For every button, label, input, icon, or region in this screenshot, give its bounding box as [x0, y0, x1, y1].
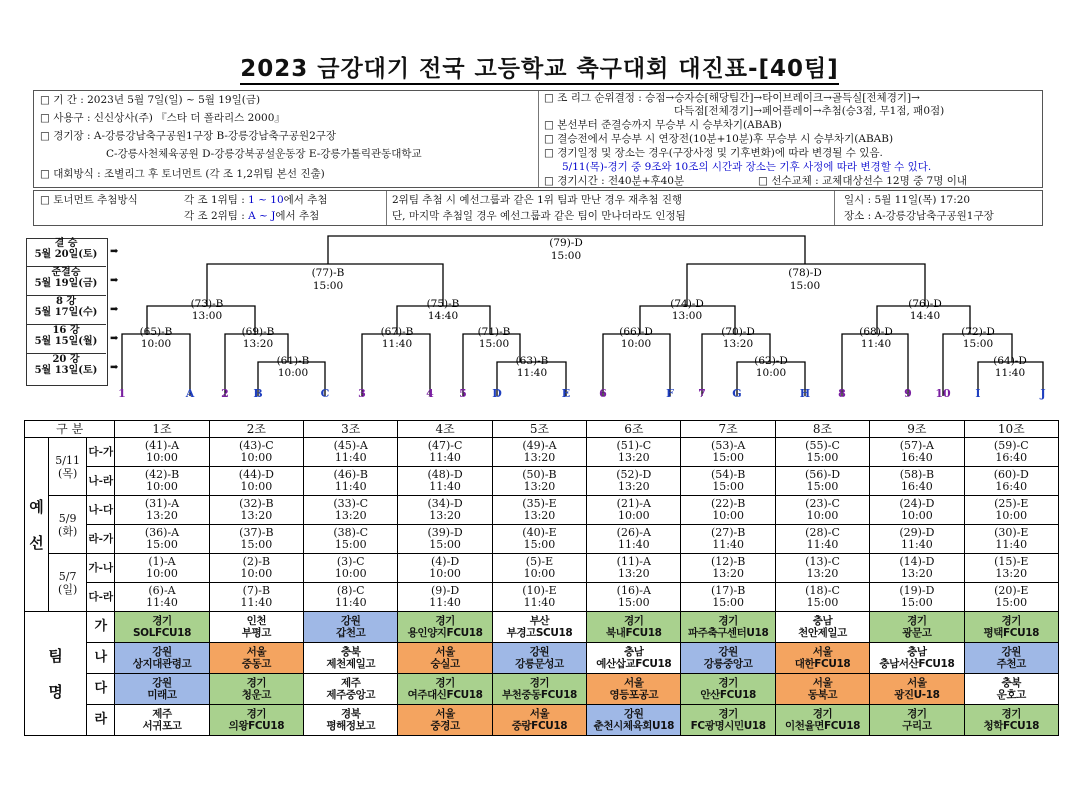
- seed-slot: 10: [935, 387, 951, 400]
- match-65-label: (65)-B: [139, 326, 173, 338]
- info-final-rule: □ 결승전에서 무승부 시 연장전(10분+10분)후 무승부 시 승부차기(ABAB): [544, 133, 894, 145]
- match-cell: (29)-D 11:40: [870, 525, 964, 554]
- match-cell: (40)-E 15:00: [492, 525, 586, 554]
- team-cell: 강원 주천고: [964, 643, 1058, 674]
- page-title: 2023 금강대기 전국 고등학교 축구대회 대진표-[40팀]: [0, 50, 1079, 83]
- table-row: [25, 525, 1059, 554]
- match-cell: (51)-C 13:20: [587, 438, 681, 467]
- match-73-label: (73)-B: [190, 298, 224, 310]
- stage-final: 결 승 5월 20일(토): [26, 238, 106, 267]
- table-row: [25, 554, 1059, 583]
- match-64-time: 11:40: [994, 367, 1026, 379]
- match-65-time: 10:00: [140, 338, 172, 350]
- match-cell: (16)-A 15:00: [587, 583, 681, 612]
- match-62-time: 10:00: [755, 367, 787, 379]
- match-cell: (21)-A 10:00: [587, 496, 681, 525]
- info-venue: □ 경기장 : A-강릉강남축구공원1구장 B-강릉강남축구공원2구장: [40, 130, 337, 142]
- match-date: 5/11 (목): [49, 438, 87, 496]
- match-cell: (1)-A 10:00: [115, 554, 209, 583]
- match-cell: (12)-B 13:20: [681, 554, 775, 583]
- match-cell: (13)-C 13:20: [775, 554, 869, 583]
- final-date: 일시 : 5월 11일(목) 17:20: [844, 194, 971, 206]
- match-74-label: (74)-D: [670, 298, 704, 310]
- group-header: 10조: [964, 421, 1058, 438]
- match-cell: (23)-C 10:00: [775, 496, 869, 525]
- pairing-label: 가-나: [87, 554, 115, 583]
- stage-quarterfinal: 8 강 5월 17일(수): [26, 296, 106, 325]
- seed-slot: 7: [698, 387, 706, 400]
- match-67-time: 11:40: [381, 338, 413, 350]
- team-cell: 서울 중동고: [209, 643, 303, 674]
- match-66-time: 10:00: [620, 338, 652, 350]
- match-cell: (30)-E 11:40: [964, 525, 1058, 554]
- match-cell: (14)-D 13:20: [870, 554, 964, 583]
- seed-slot: 8: [838, 387, 846, 400]
- team-slot: 나: [87, 643, 115, 674]
- group-header: 6조: [587, 421, 681, 438]
- team-cell: 경기 여주대신FCU18: [398, 674, 492, 705]
- match-76-time: 14:40: [909, 310, 941, 322]
- section-prelim: 예 선: [25, 438, 49, 612]
- match-67-label: (67)-B: [380, 326, 414, 338]
- seed-slot: E: [561, 387, 571, 400]
- match-cell: (49)-A 13:20: [492, 438, 586, 467]
- pairing-label: 나-다: [87, 496, 115, 525]
- draw-second-place: 각 조 2위팀 : A ~ J에서 추첨: [184, 210, 320, 222]
- match-69-label: (69)-B: [241, 326, 275, 338]
- match-cell: (43)-C 10:00: [209, 438, 303, 467]
- arrow-icon: ➡: [110, 246, 119, 257]
- bracket-seeds: [118, 387, 1045, 400]
- table-header-row: [25, 421, 1059, 438]
- team-cell: 경기 FC광명시민U18: [681, 705, 775, 736]
- match-cell: (4)-D 10:00: [398, 554, 492, 583]
- seed-slot: I: [975, 387, 981, 400]
- match-date: 5/7 (일): [49, 554, 87, 612]
- match-cell: (5)-E 10:00: [492, 554, 586, 583]
- team-cell: 서울 광진U-18: [870, 674, 964, 705]
- pairing-label: 다-라: [87, 583, 115, 612]
- info-schedule-note: □ 경기일정 및 장소는 경우(구장사정 및 기후변화)에 따라 변경될 수 있음.: [544, 147, 883, 159]
- bracket-match-labels: [140, 237, 1027, 379]
- match-72-time: 15:00: [962, 338, 994, 350]
- draw-method-panel: [33, 190, 1043, 226]
- team-cell: 경기 파주축구센터U18: [681, 612, 775, 643]
- match-68-label: (68)-D: [859, 326, 893, 338]
- stage-round20: 20 강 5월 13일(토): [34, 354, 98, 376]
- match-cell: (56)-D 15:00: [775, 467, 869, 496]
- match-cell: (3)-C 10:00: [304, 554, 398, 583]
- match-cell: (31)-A 13:20: [115, 496, 209, 525]
- seed-slot: B: [253, 387, 263, 400]
- team-slot: 다: [87, 674, 115, 705]
- match-cell: (22)-B 10:00: [681, 496, 775, 525]
- match-64-label: (64)-D: [993, 355, 1027, 367]
- info-substitution: □ 선수교체 : 교체대상선수 12명 중 7명 이내: [758, 175, 968, 187]
- stage-semifinal: 준결승 5월 19일(금): [26, 267, 106, 296]
- match-cell: (18)-C 15:00: [775, 583, 869, 612]
- match-cell: (10)-E 11:40: [492, 583, 586, 612]
- seed-slot: A: [185, 387, 195, 400]
- arrow-icon: ➡: [110, 362, 119, 373]
- seed-slot: H: [799, 387, 811, 400]
- match-cell: (45)-A 11:40: [304, 438, 398, 467]
- group-header: 1조: [115, 421, 209, 438]
- team-cell: 강원 춘천시체육회U18: [587, 705, 681, 736]
- team-cell: 강원 미래고: [115, 674, 209, 705]
- final-place: 장소 : A-강릉강남축구공원1구장: [844, 210, 994, 222]
- match-cell: (28)-C 11:40: [775, 525, 869, 554]
- team-cell: 충남 천안제일고: [775, 612, 869, 643]
- team-cell: 서울 영등포공고: [587, 674, 681, 705]
- team-cell: 경북 평해정보고: [304, 705, 398, 736]
- team-cell: 서울 중랑FCU18: [492, 705, 586, 736]
- table-row: [25, 583, 1059, 612]
- group-header: 3조: [304, 421, 398, 438]
- match-cell: (42)-B 10:00: [115, 467, 209, 496]
- group-header: 2조: [209, 421, 303, 438]
- match-cell: (17)-B 15:00: [681, 583, 775, 612]
- match-cell: (38)-C 15:00: [304, 525, 398, 554]
- header-label: 구 분: [25, 421, 115, 438]
- info-pk-rule: □ 본선부터 준결승까지 무승부 시 승부차기(ABAB): [544, 119, 782, 131]
- match-78-label: (78)-D: [788, 267, 822, 279]
- match-cell: (11)-A 13:20: [587, 554, 681, 583]
- match-69-time: 13:20: [242, 338, 274, 350]
- group-header: 5조: [492, 421, 586, 438]
- match-78-time: 15:00: [789, 280, 821, 292]
- match-cell: (37)-B 15:00: [209, 525, 303, 554]
- match-cell: (15)-E 13:20: [964, 554, 1058, 583]
- seed-slot: 3: [358, 387, 366, 400]
- seed-slot: 9: [904, 387, 912, 400]
- draw-label: □ 토너먼트 추첨방식: [40, 194, 138, 206]
- team-cell: 경기 광문고: [870, 612, 964, 643]
- match-62-label: (62)-D: [754, 355, 788, 367]
- stage-round16: 16 강 5월 15일(월): [26, 325, 106, 354]
- match-cell: (44)-D 10:00: [209, 467, 303, 496]
- match-cell: (53)-A 15:00: [681, 438, 775, 467]
- team-row: [25, 612, 1059, 643]
- seed-slot: J: [1040, 387, 1046, 400]
- match-cell: (26)-A 11:40: [587, 525, 681, 554]
- group-header: 7조: [681, 421, 775, 438]
- group-header: 8조: [775, 421, 869, 438]
- match-cell: (33)-C 13:20: [304, 496, 398, 525]
- info-ball: □ 사용구 : 신신상사(주) 『스타 더 폴라리스 2000』: [40, 112, 285, 124]
- info-panel: [33, 90, 1043, 188]
- arrow-icon: ➡: [110, 275, 119, 286]
- match-66-label: (66)-D: [619, 326, 653, 338]
- team-cell: 경기 의왕FCU18: [209, 705, 303, 736]
- match-cell: (20)-E 15:00: [964, 583, 1058, 612]
- info-venue-2: C-강릉사천체육공원 D-강릉강북공설운동장 E-강릉가톨릭관동대학교: [106, 148, 422, 160]
- team-cell: 서울 대한FCU18: [775, 643, 869, 674]
- match-74-time: 13:00: [671, 310, 703, 322]
- match-cell: (2)-B 10:00: [209, 554, 303, 583]
- team-cell: 충남 예산삽교FCU18: [587, 643, 681, 674]
- match-63-time: 11:40: [516, 367, 548, 379]
- match-cell: (6)-A 11:40: [115, 583, 209, 612]
- team-cell: 경기 청학FCU18: [964, 705, 1058, 736]
- arrow-icon: ➡: [110, 333, 119, 344]
- match-cell: (27)-B 11:40: [681, 525, 775, 554]
- team-slot: 가: [87, 612, 115, 643]
- match-cell: (58)-B 16:40: [870, 467, 964, 496]
- team-row: [25, 643, 1059, 674]
- match-cell: (59)-C 16:40: [964, 438, 1058, 467]
- team-cell: 경기 안산FCU18: [681, 674, 775, 705]
- arrow-icon: ➡: [110, 304, 119, 315]
- table-row: [25, 496, 1059, 525]
- team-cell: 충북 운호고: [964, 674, 1058, 705]
- match-cell: (50)-B 13:20: [492, 467, 586, 496]
- info-ranking-2: 다득점[전체경기]→페어플레이→추첨(승3점, 무1점, 패0점): [674, 105, 945, 117]
- match-cell: (60)-D 16:40: [964, 467, 1058, 496]
- match-79-time: 15:00: [550, 250, 582, 262]
- match-cell: (48)-D 11:40: [398, 467, 492, 496]
- seed-slot: F: [666, 387, 674, 400]
- bracket-lines: [122, 236, 1043, 396]
- seed-slot: C: [320, 387, 330, 400]
- match-cell: (52)-D 13:20: [587, 467, 681, 496]
- match-date: 5/9 (화): [49, 496, 87, 554]
- team-row: [25, 705, 1059, 736]
- match-cell: (57)-A 16:40: [870, 438, 964, 467]
- match-cell: (19)-D 15:00: [870, 583, 964, 612]
- team-cell: 충북 제천제일고: [304, 643, 398, 674]
- match-cell: (35)-E 13:20: [492, 496, 586, 525]
- group-header: 9조: [870, 421, 964, 438]
- team-cell: 강원 갑천고: [304, 612, 398, 643]
- team-cell: 경기 이천율면FCU18: [775, 705, 869, 736]
- match-cell: (32)-B 13:20: [209, 496, 303, 525]
- seed-slot: 6: [599, 387, 607, 400]
- team-cell: 부산 부경고SCU18: [492, 612, 586, 643]
- match-76-label: (76)-D: [908, 298, 942, 310]
- match-77-time: 15:00: [312, 280, 344, 292]
- team-cell: 제주 서귀포고: [115, 705, 209, 736]
- match-61-time: 10:00: [277, 367, 309, 379]
- match-75-time: 14:40: [427, 310, 459, 322]
- section-teams: 팀 명: [25, 612, 87, 736]
- seed-slot: 5: [459, 387, 467, 400]
- team-cell: 강원 상지대관령고: [115, 643, 209, 674]
- group-header: 4조: [398, 421, 492, 438]
- team-cell: 경기 SOLFCU18: [115, 612, 209, 643]
- match-72-label: (72)-D: [961, 326, 995, 338]
- tournament-bracket: [0, 230, 1079, 402]
- pairing-label: 라-가: [87, 525, 115, 554]
- pairing-label: 나-라: [87, 467, 115, 496]
- match-68-time: 11:40: [860, 338, 892, 350]
- match-cell: (34)-D 13:20: [398, 496, 492, 525]
- draw-note-2: 단, 마지막 추첨일 경우 예선그룹과 같은 팀이 만나더라도 인정됨: [392, 210, 686, 222]
- team-cell: 서울 중경고: [398, 705, 492, 736]
- info-weather-note: 5/11(목)-경기 중 9조와 10조의 시간과 장소는 기후 사정에 따라 변경할 수 있다.: [562, 161, 932, 173]
- match-70-label: (70)-D: [721, 326, 755, 338]
- team-cell: 경기 부천중동FCU18: [492, 674, 586, 705]
- team-cell: 서울 동북고: [775, 674, 869, 705]
- info-format: □ 대회방식 : 조별리그 후 토너먼트 (각 조 1,2위팀 본선 진출): [40, 168, 325, 180]
- match-cell: (41)-A 10:00: [115, 438, 209, 467]
- match-71-time: 15:00: [478, 338, 510, 350]
- match-cell: (9)-D 11:40: [398, 583, 492, 612]
- pairing-label: 다-가: [87, 438, 115, 467]
- team-cell: 강원 강릉중앙고: [681, 643, 775, 674]
- match-79-label: (79)-D: [549, 237, 583, 249]
- match-77-label: (77)-B: [311, 267, 345, 279]
- match-cell: (54)-B 15:00: [681, 467, 775, 496]
- match-70-time: 13:20: [722, 338, 754, 350]
- table-row: [25, 467, 1059, 496]
- table-row: [25, 438, 1059, 467]
- team-row: [25, 674, 1059, 705]
- seed-slot: G: [732, 387, 742, 400]
- match-cell: (25)-E 10:00: [964, 496, 1058, 525]
- team-cell: 경기 구리고: [870, 705, 964, 736]
- match-73-time: 13:00: [191, 310, 223, 322]
- seed-slot: 1: [118, 387, 126, 400]
- info-ranking: □ 조 리그 순위결정 : 승점→승자승[해당팀간]→타이브레이크→골득실[전체경기]→: [544, 92, 920, 104]
- match-71-label: (71)-B: [477, 326, 511, 338]
- match-cell: (36)-A 15:00: [115, 525, 209, 554]
- seed-slot: 4: [426, 387, 434, 400]
- match-63-label: (63)-B: [515, 355, 549, 367]
- team-cell: 경기 평택FCU18: [964, 612, 1058, 643]
- team-cell: 제주 제주중앙고: [304, 674, 398, 705]
- match-75-label: (75)-B: [426, 298, 460, 310]
- match-61-label: (61)-B: [276, 355, 310, 367]
- draw-note-1: 2위팀 추첨 시 예선그룹과 같은 1위 팀과 만난 경우 재추첨 진행: [392, 194, 683, 206]
- group-schedule-table: [24, 420, 1059, 736]
- draw-first-place: 각 조 1위팀 : 1 ~ 10에서 추첨: [184, 194, 328, 206]
- seed-slot: D: [492, 387, 502, 400]
- match-cell: (47)-C 11:40: [398, 438, 492, 467]
- match-cell: (7)-B 11:40: [209, 583, 303, 612]
- info-period: □ 기 간 : 2023년 5월 7일(일) ~ 5월 19일(금): [40, 94, 261, 106]
- team-slot: 라: [87, 705, 115, 736]
- team-cell: 경기 청운고: [209, 674, 303, 705]
- match-cell: (46)-B 11:40: [304, 467, 398, 496]
- match-cell: (8)-C 11:40: [304, 583, 398, 612]
- team-cell: 경기 북내FCU18: [587, 612, 681, 643]
- team-cell: 강원 강릉문성고: [492, 643, 586, 674]
- match-cell: (24)-D 10:00: [870, 496, 964, 525]
- team-cell: 인천 부평고: [209, 612, 303, 643]
- match-cell: (55)-C 15:00: [775, 438, 869, 467]
- team-cell: 경기 용인양지FCU18: [398, 612, 492, 643]
- team-cell: 서울 숭실고: [398, 643, 492, 674]
- match-cell: (39)-D 15:00: [398, 525, 492, 554]
- info-match-time: □ 경기시간 : 전40분+후40분: [544, 175, 685, 187]
- team-cell: 충남 충남서산FCU18: [870, 643, 964, 674]
- seed-slot: 2: [221, 387, 229, 400]
